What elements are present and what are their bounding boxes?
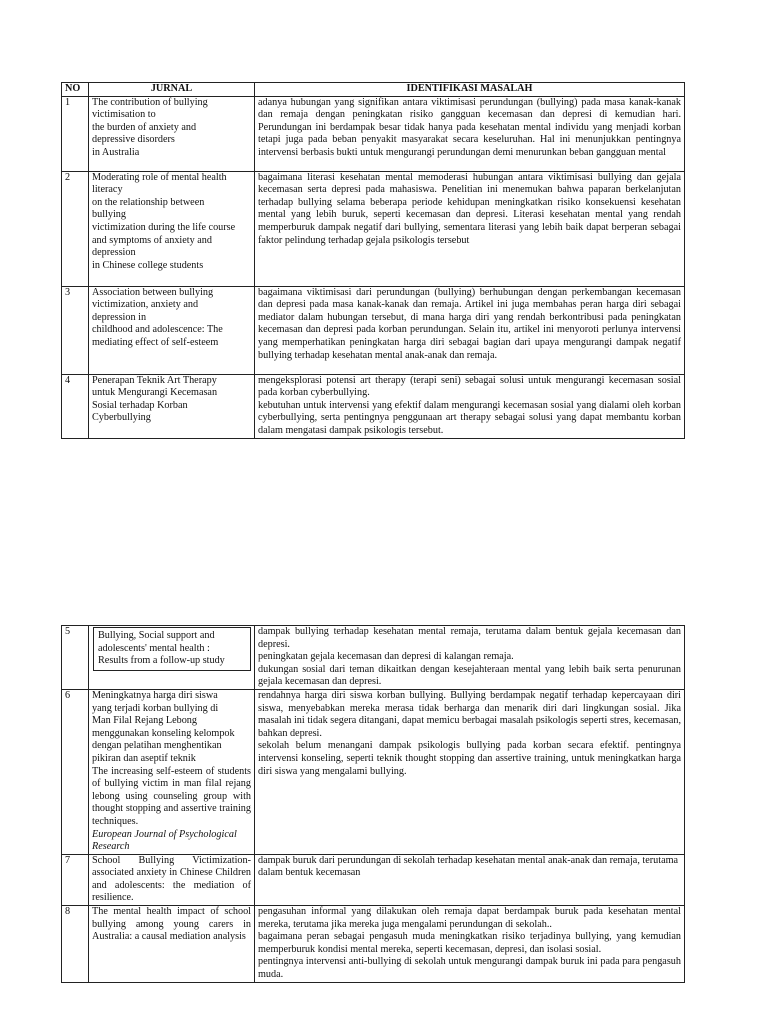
table-row <box>62 286 685 374</box>
journal-title: Association between bullying victimization, anxiety and depression in childhood and adolescence: The mediating effect of self-esteem <box>89 286 255 374</box>
problem-description <box>255 96 685 171</box>
row-number: 1 <box>62 96 89 171</box>
row-number: 5 <box>62 626 89 690</box>
header-no: NO <box>62 83 89 97</box>
table-row <box>62 171 685 286</box>
journal-title: Penerapan Teknik Art Therapy untuk Mengurangi Kecemasan Sosial terhadap Korban Cyberbullying <box>89 374 255 438</box>
problem-paragraph: kebutuhan untuk intervensi yang efektif dalam mengurangi kecemasan sosial yang dialami oleh korban cyberbullying, serta pentingnya penggunaan art therapy sebagai solusi yang dapat membantu korban dalam mengatasi dampak psikologis tersebut. <box>258 399 681 436</box>
header-identifikasi-masalah: IDENTIFIKASI MASALAH <box>255 83 685 97</box>
row-number: 4 <box>62 374 89 438</box>
problem-paragraph: rendahnya harga diri siswa korban bullying. Bullying berdampak negatif terhadap kepercayaan diri siswa, menyebabkan mereka merasa tidak berharga dan menarik diri dari lingkungan sosial. Jika masalah ini tidak segera ditangani, dapat memicu berbagai masalah psikologis seperti stres, kecemasan, bahkan depresi. <box>258 689 681 739</box>
problem-paragraph: adanya hubungan yang signifikan antara viktimisasi perundungan (bullying) pada masa kanak-kanak dan remaja dengan peningkatan risiko gangguan kecemasan dan depresi di kemudian hari. Perundungan ini berdampak besar tidak hanya pada kesehatan mental individu yang menjadi korban tetapi juga pada beban penyakit masyarakat secara keseluruhan. Hal ini menunjukkan pentingnya intervensi berbasis bukti untuk mengurangi perundungan demi menurunkan beban gangguan mental <box>258 96 681 158</box>
problem-description <box>255 854 685 905</box>
journal-title: Moderating role of mental health literacy on the relationship between bullying victimization during the life course and symptoms of anxiety and depression in Chinese college students <box>89 171 255 286</box>
table-row <box>62 689 685 854</box>
table-row <box>62 906 685 983</box>
problem-paragraph: bagaimana viktimisasi dari perundungan (bullying) berhubungan dengan perkembangan kecemasan dan depresi pada masa kanak-kanak dan remaja. Artikel ini juga membahas peran harga diri sebagai mediator dalam hubungan tersebut, di mana harga diri yang rendah berkontribusi pada peningkatan kecemasan dan depresi pada korban perundungan. Selain itu, artikel ini menyoroti perlunya intervensi yang memperhatikan peningkatan harga diri sebagai bagian dari upaya mengurangi dampak negatif bullying terhadap kesehatan mental anak-anak dan remaja. <box>258 286 681 361</box>
journal-title-english: The increasing self-esteem of students of bullying victim in man filal rejang lebong using counseling group with thought stopping and assertive training techniques. <box>92 765 251 827</box>
problem-paragraph: sekolah belum menangani dampak psikologis bullying pada korban secara efektif. pentingnya intervensi konseling, seperti teknik thought stopping dan assertive training, untuk meningkatkan harga diri siswa yang mengalami bullying. <box>258 740 681 777</box>
table-row <box>62 374 685 438</box>
problem-paragraph: dukungan sosial dari teman dikaitkan dengan kesejahteraan mental yang lebih baik serta penurunan gejala kecemasan dan depresi. <box>258 663 681 688</box>
journal-title: Bullying, Social support and adolescents' mental health : Results from a follow-up study <box>93 627 251 671</box>
table-row <box>62 854 685 905</box>
row-number: 3 <box>62 286 89 374</box>
row-number: 2 <box>62 171 89 286</box>
row-number: 8 <box>62 906 89 983</box>
journal-title: Meningkatnya harga diri siswa yang terjadi korban bullying di Man Filal Rejang Lebong menggunakan konseling kelompok dengan pelatihan menghentikan pikiran dan aseptif teknik <box>92 689 235 764</box>
journal-table-1 <box>61 82 685 439</box>
problem-paragraph: bagaimana literasi kesehatan mental memoderasi hubungan antara viktimisasi bullying dan gejala kecemasan serta depresi pada mahasiswa. Penelitian ini menemukan bahwa paparan berkelanjutan terhadap bullying selama beberapa periode kehidupan meningkatkan risiko konsekuensi kesehatan mental yang lebih buruk, seperti kecemasan dan depresi. Literasi kesehatan mental yang rendah memperburuk dampak negatif dari bullying, sementara literasi yang lebih baik dapat berperan sebagai faktor pelindung terhadap gejala psikologis tersebut <box>258 171 681 246</box>
journal-source: European Journal of Psychological Research <box>92 828 237 853</box>
problem-paragraph: dampak buruk dari perundungan di sekolah terhadap kesehatan mental anak-anak dan remaja, terutama dalam bentuk kecemasan <box>258 854 679 879</box>
row-number: 6 <box>62 689 89 854</box>
table-row <box>62 626 685 690</box>
journal-title-cell <box>89 689 255 854</box>
table-header-row <box>62 83 685 97</box>
problem-paragraph: bagaimana peran sebagai pengasuh muda meningkatkan risiko terjadinya bullying, yang kemudian memperburuk kondisi mental mereka, seperti kecemasan, depresi, dan isolasi sosial. <box>258 931 681 955</box>
problem-description <box>255 171 685 286</box>
problem-paragraph: pengasuhan informal yang dilakukan oleh remaja dapat berdampak buruk pada kesehatan mental mereka, terutama jika mereka juga mengalami perundungan di sekolah.. <box>258 906 681 930</box>
problem-paragraph: mengeksplorasi potensi art therapy (terapi seni) sebagai solusi untuk mengurangi kecemasan sosial pada korban cyberbullying. <box>258 374 681 399</box>
header-jurnal: JURNAL <box>89 83 255 97</box>
journal-title: The mental health impact of school bullying among young carers in Australia: a causal mediation analysis <box>89 906 255 983</box>
journal-table-2 <box>61 625 685 983</box>
problem-description <box>255 906 685 983</box>
journal-title: School Bullying Victimization-associated anxiety in Chinese Children and adolescents: the mediation of resilience. <box>89 854 255 905</box>
journal-title-cell <box>89 626 255 690</box>
journal-title: The contribution of bullying victimisation to the burden of anxiety and depressive disorders in Australia <box>89 96 255 171</box>
problem-description <box>255 689 685 854</box>
problem-description <box>255 286 685 374</box>
problem-paragraph: dampak bullying terhadap kesehatan mental remaja, terutama dalam bentuk gejala kecemasan dan depresi. <box>258 626 681 650</box>
problem-description <box>255 626 685 690</box>
problem-description <box>255 374 685 438</box>
row-number: 7 <box>62 854 89 905</box>
table-row <box>62 96 685 171</box>
problem-paragraph: peningkatan gejala kecemasan dan depresi di kalangan remaja. <box>258 651 514 663</box>
problem-paragraph: pentingnya intervensi anti-bullying di sekolah untuk mengurangi dampak buruk ini pada para pengasuh muda. <box>258 956 681 981</box>
